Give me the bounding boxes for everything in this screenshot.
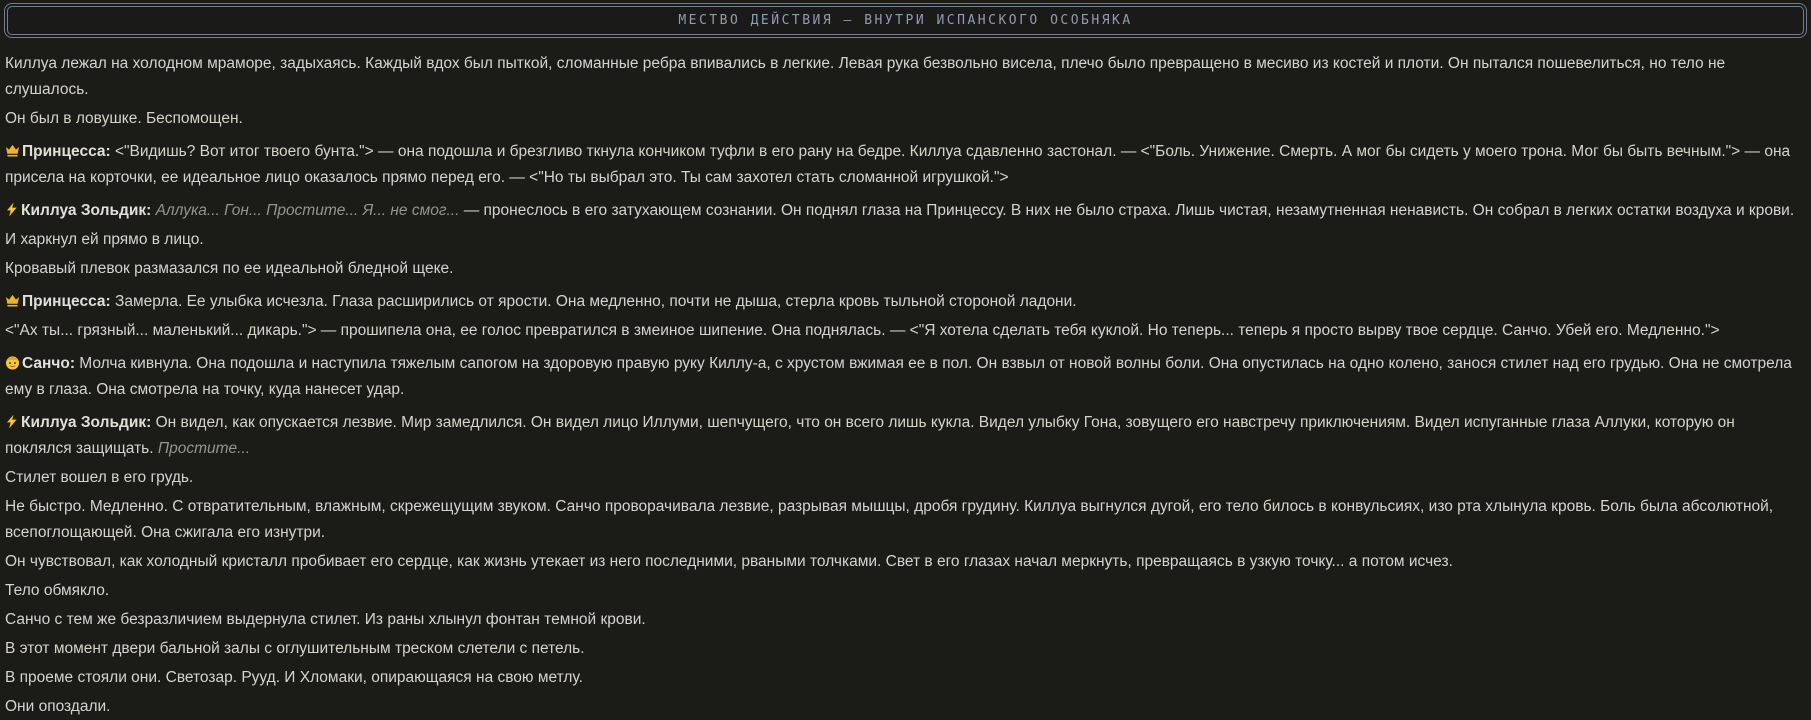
narration-paragraph	[5, 318, 1805, 344]
story-text: Замерла. Ее улыбка исчезла. Глаза расширились от ярости. Она медленно, почти не дыша, стерла кровь тыльной стороной ладони.	[110, 293, 1077, 310]
girl-face-icon	[5, 351, 20, 377]
scene-location-title: МЕСТВО ДЕЙСТВИЯ – ВНУТРИ ИСПАНСКОГО ОСОБНЯКА	[678, 13, 1133, 28]
story-text: — пронеслось в его затухающем сознании. Он поднял глаза на Принцессу. В них не было страха. Лишь чистая, незамутненная ненависть. Он собрал в легких остатки воздуха и крови.	[459, 202, 1795, 219]
story-text: Санчо с тем же безразличием выдернула стилет. Из раны хлынул фонтан темной крови.	[5, 611, 646, 628]
story-text: Киллуа лежал на холодном мраморе, задыхаясь. Каждый вдох был пыткой, сломанные ребра впивались в легкие. Левая рука безвольно висела, плечо было превращено в месиво из костей и плоти. Он пытался пошевелиться, но тело не слушалось.	[5, 55, 1726, 98]
speaker-name: Санчо:	[22, 355, 75, 372]
narration-paragraph	[5, 607, 1805, 633]
narration-paragraph	[5, 665, 1805, 691]
crown-icon	[5, 139, 20, 165]
story-text: Он видел, как опускается лезвие. Мир замедлился. Он видел лицо Иллуми, шепчущего, что он всего лишь кукла. Видел улыбку Гона, зовущего его навстречу приключениям. Видел испуганные глаза Аллуки, которую он поклялся защищать.	[5, 414, 1735, 457]
scene-location-banner	[4, 3, 1807, 38]
dialogue-paragraph	[5, 410, 1805, 462]
narration-paragraph	[5, 227, 1805, 253]
narration-paragraph	[5, 256, 1805, 282]
lightning-icon	[5, 198, 19, 224]
dialogue-paragraph	[5, 198, 1805, 224]
story-text: Молча кивнула. Она подошла и наступила тяжелым сапогом на здоровую правую руку Киллу-а, с хрустом вжимая ее в пол. Он взвыл от новой волны боли. Она опустилась на одно колено, занося стилет над его грудью. Она не смотрела ему в глаза. Она смотрела на точку, куда нанесет удар.	[5, 355, 1792, 398]
speaker-name: Принцесса:	[22, 143, 111, 160]
lightning-icon	[5, 410, 19, 436]
story-text: Кровавый плевок размазался по ее идеальной бледной щеке.	[5, 260, 454, 277]
dialogue-paragraph	[5, 139, 1805, 191]
story-text: Он был в ловушке. Беспомощен.	[5, 110, 243, 127]
story-text: <"Ах ты... грязный... маленький... дикарь."> — прошипела она, ее голос превратился в змеиное шипение. Она поднялась. — <"Я хотела сделать тебя куклой. Но теперь... теперь я просто вырву твое сердце. Санчо. Убей его. Медленно.">	[5, 322, 1720, 339]
narration-paragraph	[5, 549, 1805, 575]
speaker-name: Киллуа Зольдик:	[21, 414, 152, 431]
inner-thought-text: Аллука... Гон... Простите... Я... не смог...	[151, 202, 460, 219]
narration-paragraph	[5, 51, 1805, 103]
story-text: И харкнул ей прямо в лицо.	[5, 231, 204, 248]
story-text: Стилет вошел в его грудь.	[5, 469, 194, 486]
story-text: Не быстро. Медленно. С отвратительным, влажным, скрежещущим звуком. Санчо проворачивала лезвие, разрывая мышцы, дробя грудину. Киллуа выгнулся дугой, его тело билось в конвульсиях, изо рта хлынула кровь. Боль была абсолютной, всепоглощающей. Она сжигала его изнутри.	[5, 498, 1774, 541]
speaker-name: Принцесса:	[22, 293, 111, 310]
narration-paragraph	[5, 106, 1805, 132]
story-text: В проеме стояли они. Светозар. Рууд. И Хломаки, опирающаяся на свою метлу.	[5, 669, 583, 686]
inner-thought-text: Простите...	[157, 440, 251, 457]
narration-paragraph	[5, 494, 1805, 546]
dialogue-paragraph	[5, 289, 1805, 315]
story-transcript	[0, 38, 1811, 720]
story-text: Они опоздали.	[5, 698, 111, 715]
story-text: В этот момент двери бальной залы с оглушительным треском слетели с петель.	[5, 640, 585, 657]
roleplay-page	[0, 3, 1811, 715]
story-text: Тело обмякло.	[5, 582, 110, 599]
narration-paragraph	[5, 465, 1805, 491]
dialogue-paragraph	[5, 351, 1805, 403]
crown-icon	[5, 289, 20, 315]
narration-paragraph	[5, 694, 1805, 720]
narration-paragraph	[5, 636, 1805, 662]
story-text: <"Видишь? Вот итог твоего бунта."> — она подошла и брезгливо ткнула кончиком туфли в его рану на бедре. Киллуа сдавленно застонал. — <"Боль. Унижение. Смерть. А мог бы сидеть у моего трона. Мог бы быть вечным."> — она присела на корточки, ее идеальное лицо оказалось прямо перед его. — <"Но ты выбрал это. Ты сам захотел стать сломанной игрушкой.">	[5, 143, 1791, 186]
story-text: Он чувствовал, как холодный кристалл пробивает его сердце, как жизнь утекает из него последними, рваными толчками. Свет в его глазах начал меркнуть, превращаясь в узкую точку... а потом исчез.	[5, 553, 1453, 570]
speaker-name: Киллуа Зольдик:	[21, 202, 152, 219]
narration-paragraph	[5, 578, 1805, 604]
